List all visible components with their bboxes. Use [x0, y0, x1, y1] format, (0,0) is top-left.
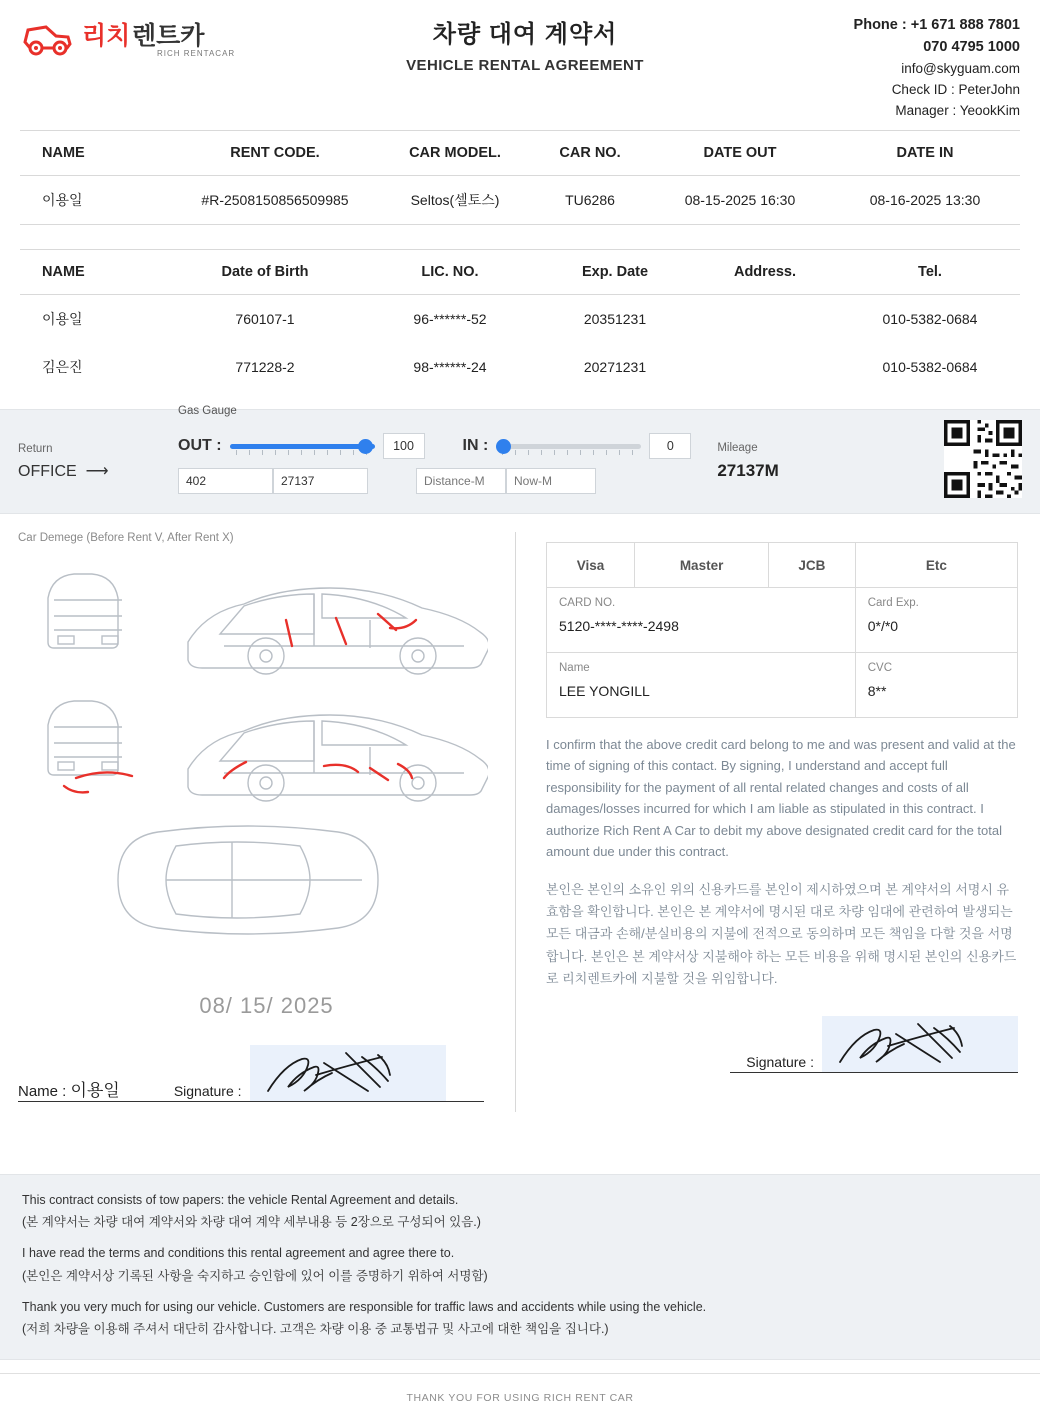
card-signature-underline	[730, 1072, 1018, 1073]
footer-line-3: I have read the terms and conditions this rental agreement and agree there to.	[22, 1246, 455, 1260]
signature-underline	[18, 1101, 484, 1102]
return-value	[18, 461, 178, 481]
card-cvc-label: CVC	[867, 662, 892, 674]
car-damage-diagram[interactable]	[18, 550, 488, 970]
mileage-value: 27137M	[717, 461, 779, 480]
col-date-out: DATE OUT	[650, 131, 830, 176]
mileage-label: Mileage	[717, 442, 758, 454]
cell-exp-date: 20351231	[583, 311, 647, 327]
slider-track	[496, 444, 641, 449]
card-no-label: CARD NO.	[559, 597, 616, 609]
contact-phone: Phone : +1 671 888 7801	[853, 17, 1020, 33]
mileage-block	[717, 442, 778, 481]
middle-section	[0, 514, 1040, 1124]
card-signature-label: Signature :	[746, 1054, 814, 1071]
col-date-in: DATE IN	[830, 131, 1020, 176]
card-cvc-cell[interactable]	[855, 653, 1017, 718]
cell-car-no: TU6286	[530, 176, 650, 225]
gauge-out-value[interactable]: 100	[383, 433, 425, 459]
footer-thank-you: THANK YOU FOR USING RICH RENT CAR	[406, 1392, 634, 1404]
card-brand-visa[interactable]: Visa	[547, 543, 635, 588]
cell-driver-name: 이용일	[42, 311, 83, 327]
table-row	[20, 343, 1020, 391]
card-number-cell[interactable]	[547, 588, 856, 653]
qr-code-icon	[944, 420, 1022, 498]
card-number-row	[547, 588, 1018, 653]
col-dob: Date of Birth	[170, 250, 360, 295]
contact-info	[770, 10, 1020, 122]
document-title-block	[280, 10, 770, 74]
cell-driver-name: 김은진	[42, 359, 83, 375]
card-brand-jcb[interactable]: JCB	[769, 543, 856, 588]
cell-exp-date: 20271231	[583, 359, 647, 375]
out-distance-input[interactable]: 402	[178, 468, 273, 494]
card-brand-etc[interactable]: Etc	[855, 543, 1017, 588]
rental-info-table	[20, 130, 1020, 225]
col-name: NAME	[20, 131, 170, 176]
credit-card-table	[546, 542, 1018, 718]
cell-name: 이용일	[20, 176, 170, 225]
slider-ticks	[230, 450, 375, 456]
name-value: 이용일	[70, 1081, 120, 1100]
cell-tel: 010-5382-0684	[882, 359, 978, 375]
cell-lic-no: 98-******-24	[413, 359, 487, 375]
gauge-controls	[178, 405, 691, 494]
cell-date-out: 08-15-2025 16:30	[650, 176, 830, 225]
contact-manager: Manager : YeookKim	[895, 102, 1020, 118]
footer-line-5: Thank you very much for using our vehicle. Customers are responsible for traffic laws and accidents while using the vehicle.	[22, 1299, 707, 1314]
gas-gauge-caption: Gas Gauge	[178, 405, 237, 417]
gauge-out-row	[178, 433, 691, 459]
signature-icon	[250, 1045, 446, 1101]
card-exp-label: Card Exp.	[867, 597, 919, 609]
signature-label: Signature :	[173, 1083, 242, 1099]
cell-dob: 771228-2	[235, 359, 295, 375]
gauge-out-label: OUT :	[178, 437, 222, 454]
return-label: Return	[18, 442, 53, 455]
gauge-input-row	[178, 468, 691, 494]
customer-signature-row	[18, 1045, 515, 1101]
footer-line-2: (본 계약서는 차량 대여 계약서와 차량 대여 계약 세부내용 등 2장으로 구성되어 있음.)	[22, 1215, 481, 1230]
col-driver-name: NAME	[20, 250, 170, 295]
cell-tel: 010-5382-0684	[882, 311, 978, 327]
document-header	[0, 0, 1040, 130]
card-exp-value: 0*/*0	[867, 618, 899, 634]
col-exp-date: Exp. Date	[540, 250, 690, 295]
damage-panel	[0, 532, 515, 1124]
gauge-out-slider[interactable]	[230, 437, 375, 455]
gauge-in-slider[interactable]	[496, 437, 641, 455]
col-lic-no: LIC. NO.	[360, 250, 540, 295]
in-now-input[interactable]: Now-M	[506, 468, 596, 494]
qr-code	[944, 420, 1022, 503]
svg-text:렌트카: 렌트카	[132, 22, 205, 50]
card-name-cell[interactable]	[547, 653, 856, 718]
card-signature-row	[546, 1016, 1018, 1072]
gauge-in-value[interactable]: 0	[649, 433, 691, 459]
arrow-right-icon: ⟶	[81, 462, 109, 480]
table-row	[20, 176, 1020, 225]
cell-address	[690, 295, 840, 344]
page-title-en: VEHICLE RENTAL AGREEMENT	[406, 57, 644, 74]
card-brand-master[interactable]: Master	[635, 543, 769, 588]
card-signature-pad[interactable]	[822, 1016, 1018, 1072]
credit-card-panel	[516, 532, 1040, 1124]
col-tel: Tel.	[840, 250, 1020, 295]
driver-info-table	[20, 249, 1020, 391]
footer-line-4: (본인은 계약서상 기록된 사항을 숙지하고 승인함에 있어 이를 증명하기 위하여 서명함)	[22, 1268, 488, 1283]
footer-line-1: This contract consists of tow papers: the vehicle Rental Agreement and details.	[22, 1192, 459, 1207]
card-terms-korean: 본인은 본인의 소유인 위의 신용카드를 본인이 제시하였으며 본 계약서의 서명시 유효함을 확인합니다. 본인은 본 계약서에 명시된 대로 차량 임대에 관련하여 발생되는 모든 대금과 손해/분실비용의 지불에 전적으로 동의하며 모든 책임을 다할 것을 서명합니다. 본인은 본 계약서상 지불해야 하는 모든 비용을 위해 명시된 본인의 신용카드로 리치렌트카에 지불할 것을 위임합니다.	[546, 881, 1017, 987]
col-rent-code: RENT CODE.	[170, 131, 380, 176]
customer-name-block	[18, 1076, 120, 1101]
rich-rentacar-logo-icon	[20, 14, 235, 60]
damage-caption: Car Demege (Before Rent V, After Rent X)	[18, 532, 234, 544]
table-header-row	[20, 131, 1020, 176]
footer-terms	[0, 1174, 1040, 1361]
card-name-value: LEE YONGILL	[559, 683, 650, 699]
agreement-date: 08/ 15/ 2025	[199, 993, 334, 1018]
gauge-in-label: IN :	[462, 437, 489, 454]
cell-rent-code: #R-2508150856509985	[170, 176, 380, 225]
col-car-model: CAR MODEL.	[380, 131, 530, 176]
cell-address	[690, 343, 840, 391]
brand-logo	[20, 10, 280, 60]
svg-text:리치: 리치	[82, 22, 131, 50]
contact-check-id: Check ID : PeterJohn	[891, 81, 1020, 97]
footer-divider	[0, 1373, 1040, 1374]
return-value-text: OFFICE	[18, 462, 77, 480]
out-now-input[interactable]: 27137	[273, 468, 368, 494]
contact-email: info@skyguam.com	[901, 60, 1020, 76]
card-exp-cell[interactable]	[855, 588, 1017, 653]
card-brand-row	[547, 543, 1018, 588]
contact-phone-secondary: 070 4795 1000	[923, 39, 1020, 56]
signature-pad[interactable]	[250, 1045, 446, 1101]
in-distance-input[interactable]: Distance-M	[416, 468, 506, 494]
cell-dob: 760107-1	[235, 311, 295, 327]
card-no-value: 5120-****-****-2498	[559, 618, 679, 634]
cell-car-model: Seltos(셀토스)	[380, 176, 530, 225]
card-name-label: Name	[559, 662, 590, 674]
table-row	[20, 295, 1020, 344]
gas-gauge-section	[0, 405, 1040, 514]
cell-date-in: 08-16-2025 13:30	[830, 176, 1020, 225]
slider-fill	[230, 444, 375, 449]
svg-text:RICH RENTACAR: RICH RENTACAR	[157, 49, 235, 58]
footer-line-6: (저희 차량을 이용해 주셔서 대단히 감사합니다. 고객은 차량 이용 중 교통법규 및 사고에 대한 책임을 집니다.)	[22, 1322, 609, 1337]
table-header-row	[20, 250, 1020, 295]
slider-knob[interactable]	[358, 439, 373, 454]
col-address: Address.	[690, 250, 840, 295]
slider-ticks	[496, 450, 641, 456]
return-location	[18, 443, 178, 481]
col-car-no: CAR NO.	[530, 131, 650, 176]
card-holder-row	[547, 653, 1018, 718]
name-label: Name :	[18, 1083, 67, 1100]
page-title-ko: 차량 대여 계약서	[432, 21, 618, 48]
card-cvc-value: 8**	[867, 683, 887, 699]
card-terms-english: I confirm that the above credit card belong to me and was present and valid at the time of signing of this contact. By signing, I understand and accept full responsibility for the payment of all rental related changes and costs of all damages/losses incurred for which I am liable as stipulated in this contract. I authorize Rich Rent A Car to debit my above designated credit card for the total amount due under this contract.	[546, 737, 1016, 860]
signature-icon	[822, 1016, 1018, 1072]
cell-lic-no: 96-******-52	[413, 311, 487, 327]
